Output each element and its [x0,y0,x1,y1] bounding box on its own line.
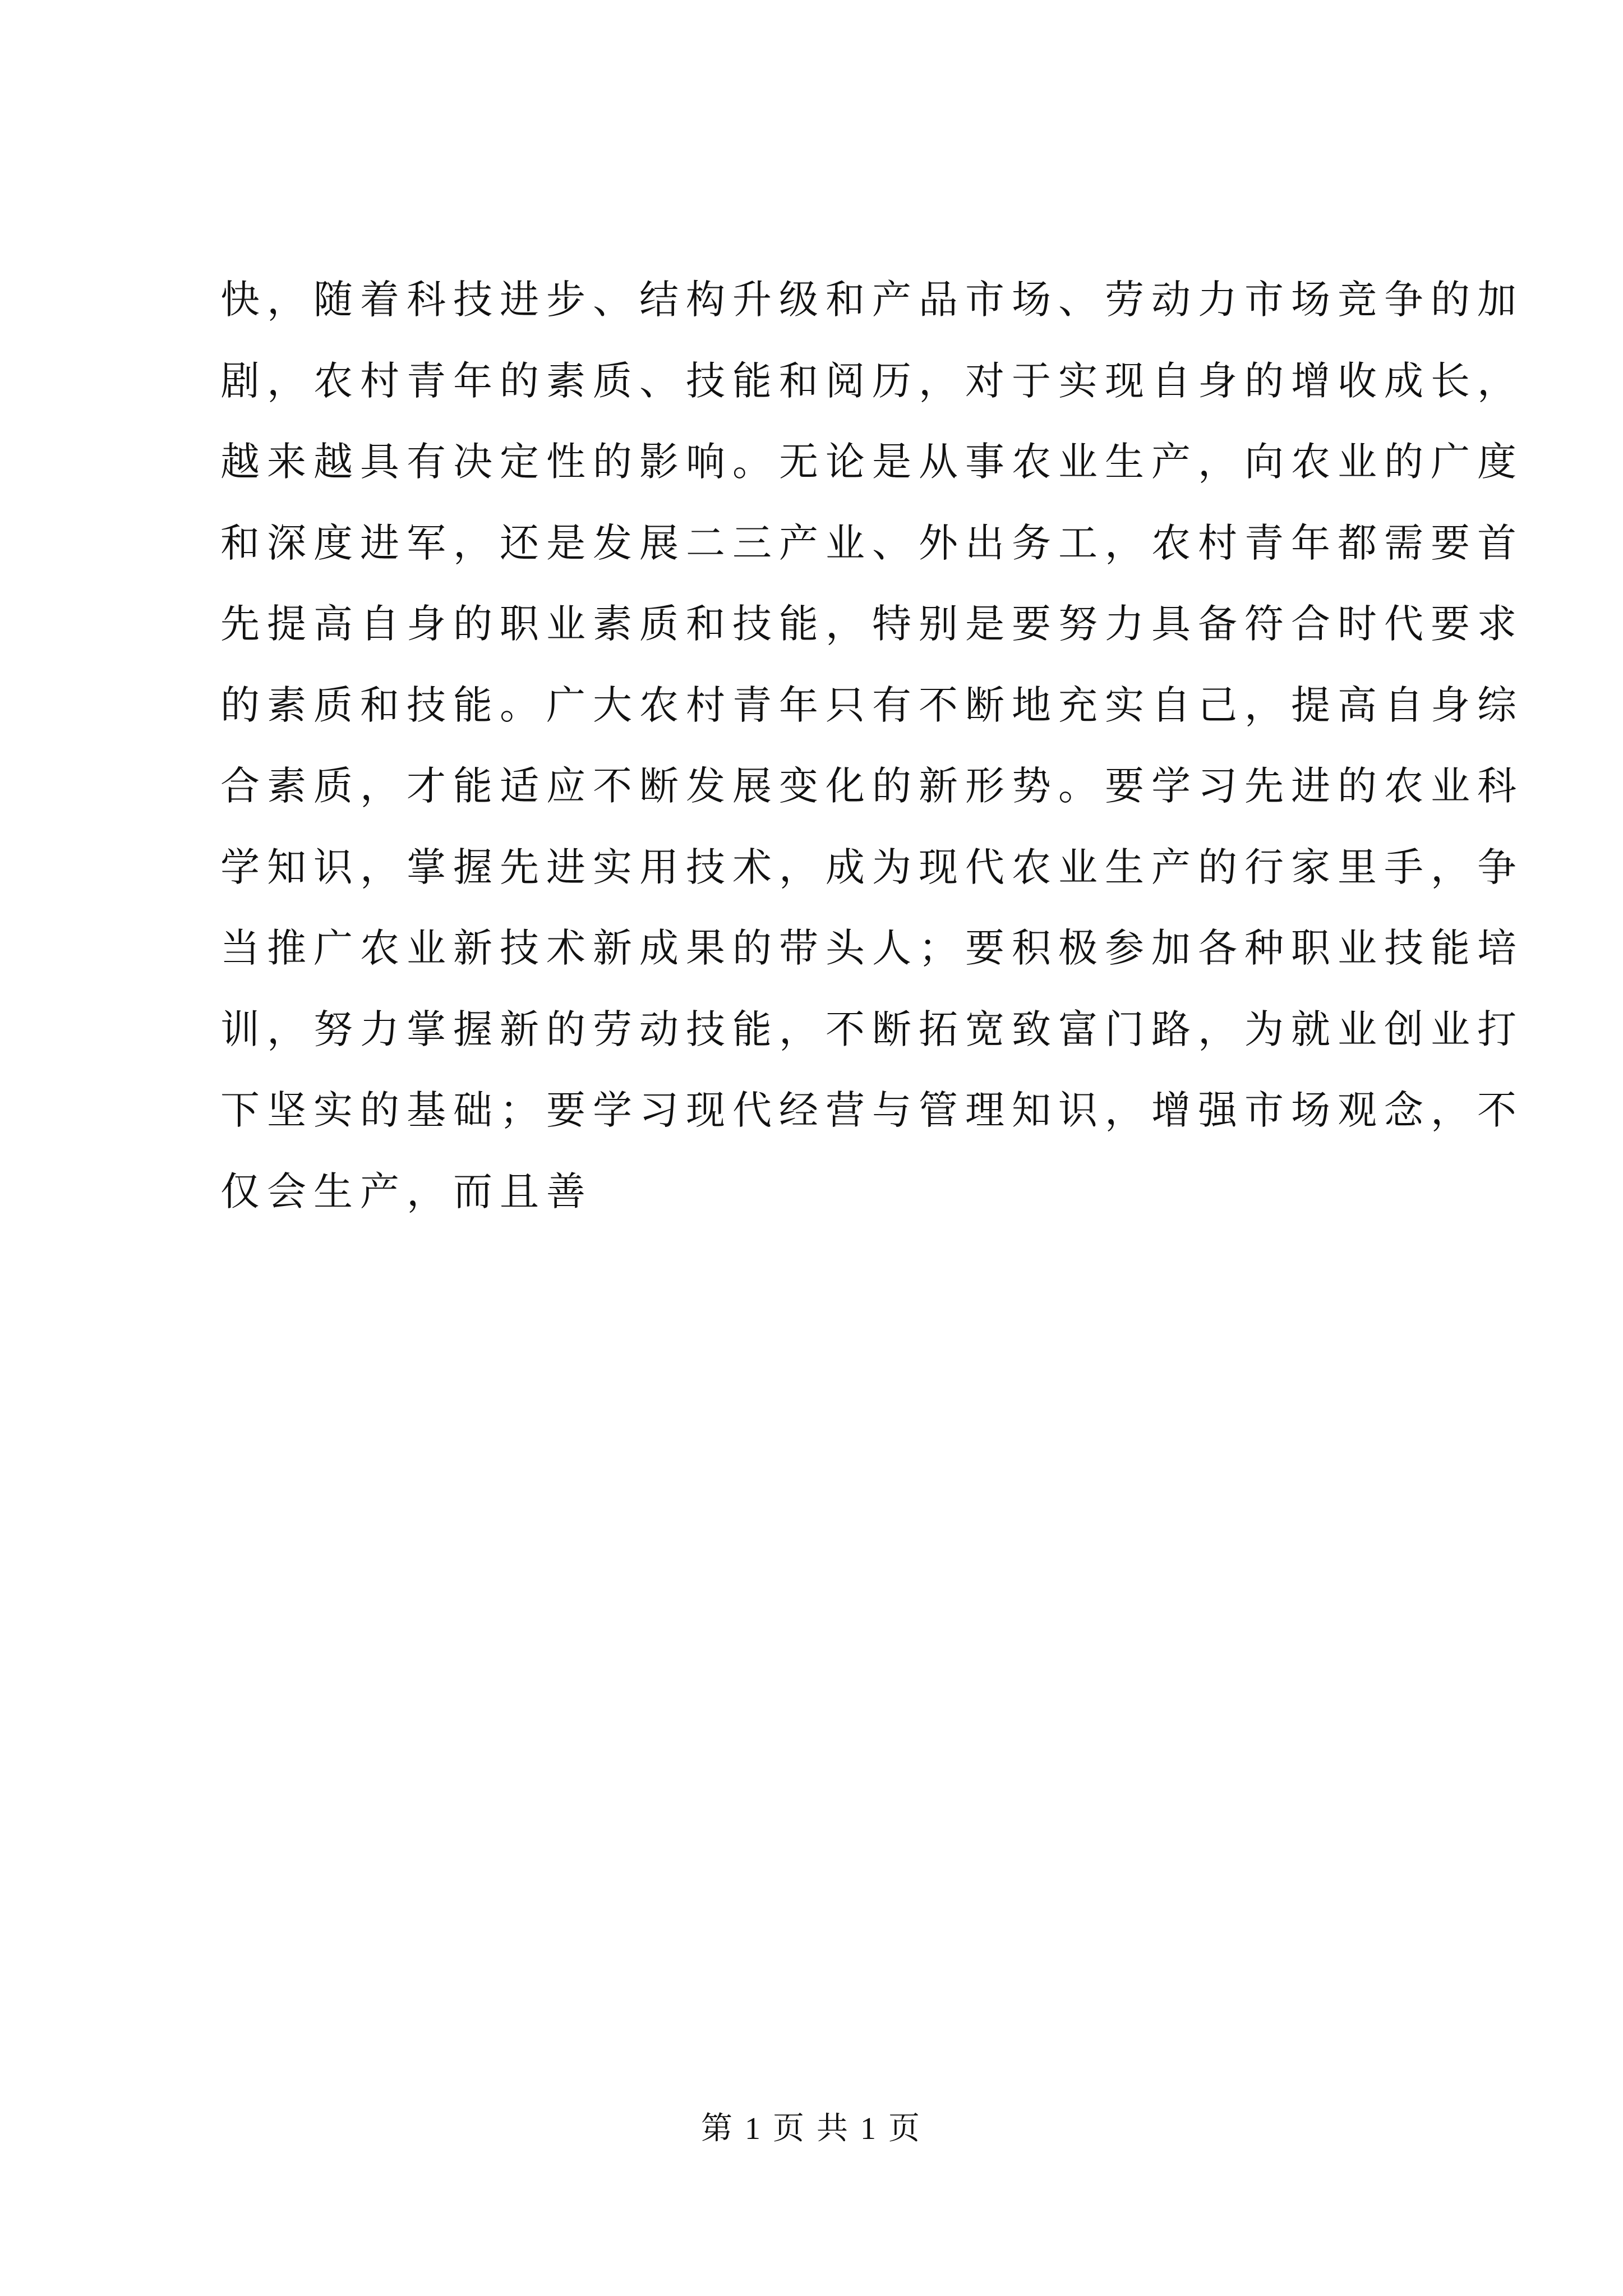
text-line: 的素质和技能。广大农村青年只有不断地充实自己，提高自身综 [220,682,1524,728]
text-line: 学知识，掌握先进实用技术，成为现代农业生产的行家里手，争 [220,844,1524,890]
page-number-label: 第 1 页 共 1 页 [701,2111,922,2146]
text-line: 先提高自身的职业素质和技能，特别是要努力具备符合时代要求 [220,601,1524,647]
text-line: 快，随着科技进步、结构升级和产品市场、劳动力市场竞争的加 [220,277,1524,323]
text-line: 当推广农业新技术新成果的带头人；要积极参加各种职业技能培 [220,925,1524,971]
text-line: 合素质，才能适应不断发展变化的新形势。要学习先进的农业科 [220,763,1524,809]
text-line: 训，努力掌握新的劳动技能，不断拓宽致富门路，为就业创业打 [220,1006,1524,1052]
page-footer [0,2106,1623,2151]
text-line: 仅会生产，而且善 [220,1168,593,1214]
text-line: 越来越具有决定性的影响。无论是从事农业生产，向农业的广度 [220,439,1524,485]
text-line: 下坚实的基础；要学习现代经营与管理知识，增强市场观念，不 [220,1087,1524,1133]
body-paragraph [220,259,1524,1232]
text-line: 剧，农村青年的素质、技能和阅历，对于实现自身的增收成长， [220,357,1524,404]
text-line: 和深度进军，还是发展二三产业、外出务工，农村青年都需要首 [220,519,1524,566]
